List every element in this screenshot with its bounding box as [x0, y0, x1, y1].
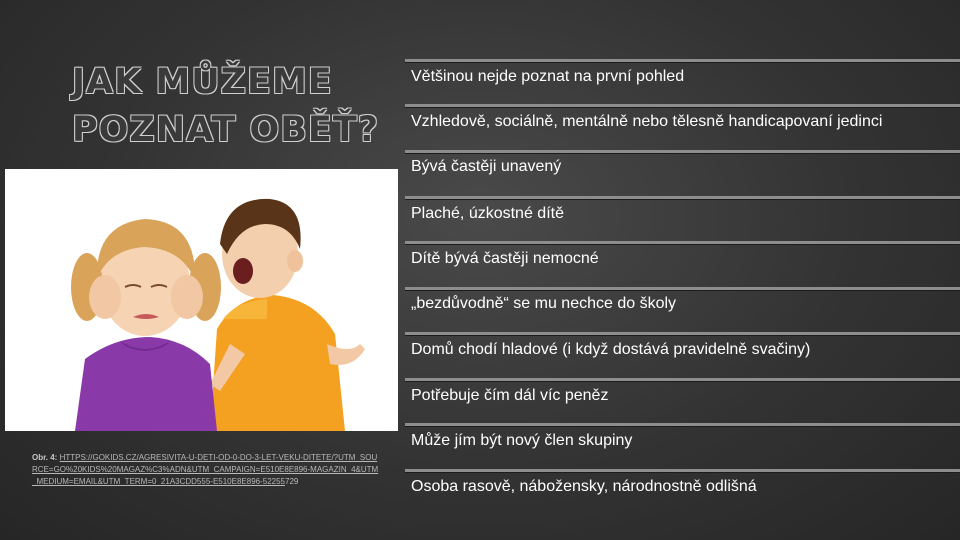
item-divider	[405, 378, 960, 381]
list-item: Vzhledově, sociálně, mentálně nebo tělesně handicapovaní jedinci	[411, 113, 883, 130]
list-item: Plaché, úzkostné dítě	[411, 205, 564, 222]
image-caption	[32, 452, 382, 488]
item-divider	[405, 287, 960, 290]
list-item: Dítě bývá častěji nemocné	[411, 250, 599, 267]
caption-suffix: 729	[285, 477, 299, 486]
caption-label: Obr. 4:	[32, 453, 58, 462]
item-divider	[405, 332, 960, 335]
item-divider	[405, 104, 960, 107]
item-divider	[405, 59, 960, 62]
list-item: Většinou nejde poznat na první pohled	[411, 68, 685, 85]
list-item: Osoba rasově, nábožensky, národnostně odlišná	[411, 478, 757, 495]
list-item: Může jím být nový člen skupiny	[411, 432, 633, 449]
item-divider	[405, 196, 960, 199]
item-divider	[405, 423, 960, 426]
caption-link[interactable]: HTTPS://GOKIDS.CZ/AGRESIVITA-U-DETI-OD-0-DO-3-LET-VEKU-DITETE/?UTM_SOURCE=GO%20KIDS%20MAGAZ%C3%ADN&UTM_CAMPAIGN=E510E8E896-MAGAZIN_4&UTM_MEDIUM=EMAIL&UTM_TERM=0_21A3CDD555-E510E8E896-52255	[32, 453, 379, 486]
item-divider	[405, 241, 960, 244]
slide-title: JAK MŮŽEME POZNAT OBĚŤ?	[72, 62, 380, 150]
list-item: Bývá častěji unavený	[411, 158, 562, 175]
photo-children-conflict	[5, 169, 398, 431]
item-divider	[405, 469, 960, 472]
item-divider	[405, 150, 960, 153]
list-item: Potřebuje čím dál víc peněz	[411, 387, 609, 404]
list-item: Domů chodí hladové (i když dostává pravidelně svačiny)	[411, 341, 811, 358]
list-item: „bezdůvodně“ se mu nechce do školy	[411, 295, 677, 312]
